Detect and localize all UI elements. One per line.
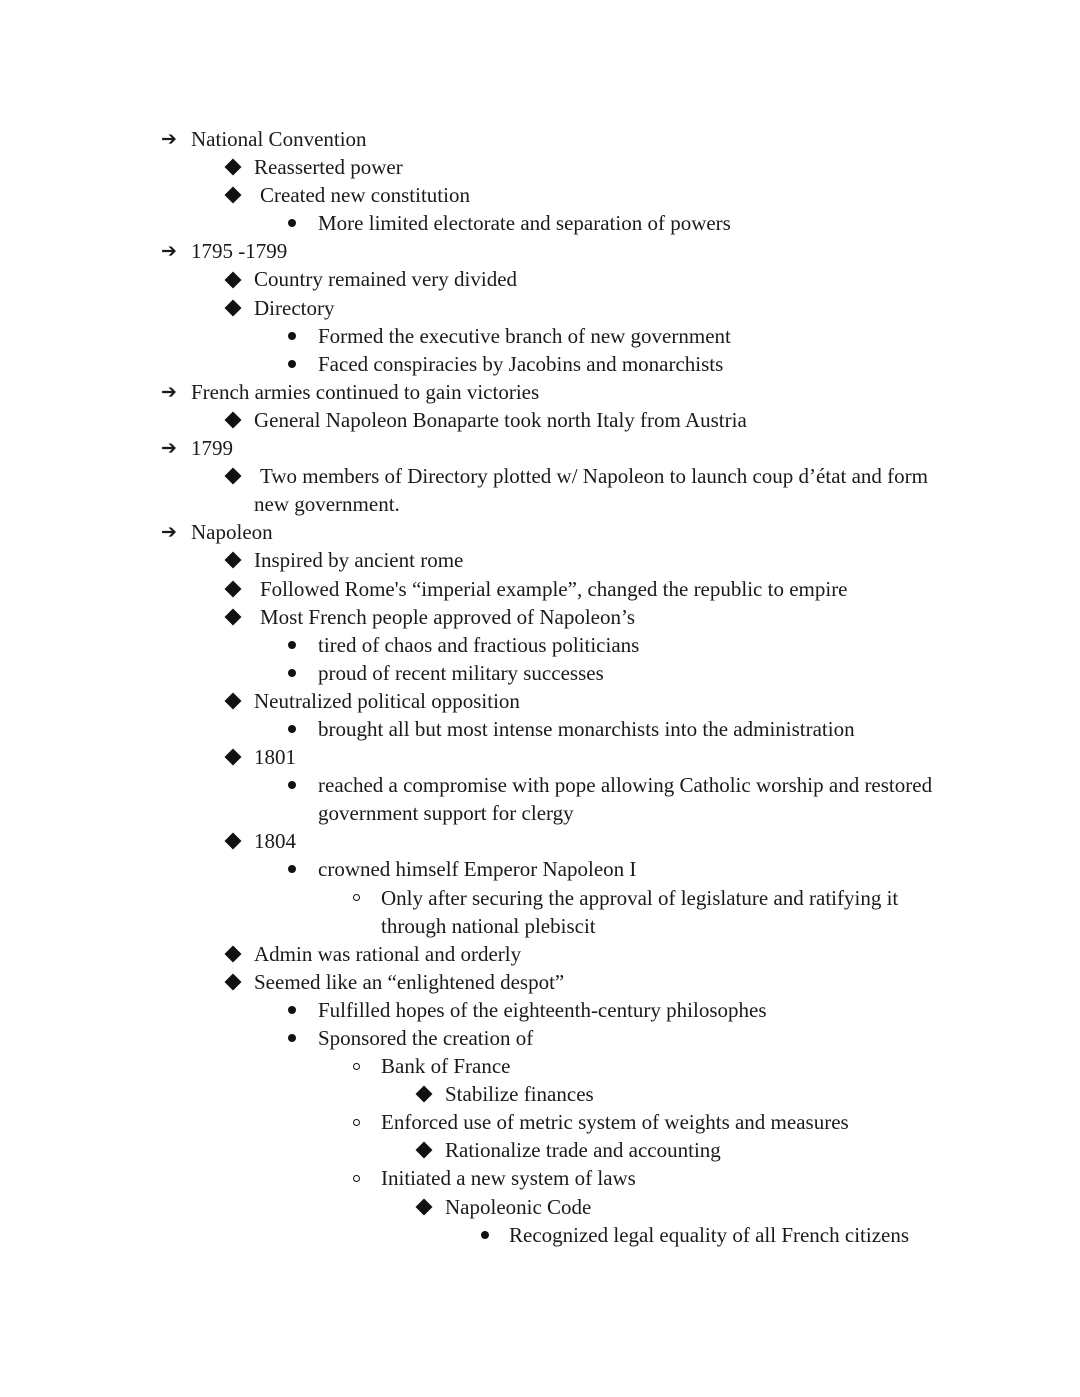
outline-item-text: reached a compromise with pope allowing Catholic worship and restored government support for clergy (318, 773, 933, 826)
outline-item (0, 687, 1080, 715)
diamond-icon (222, 940, 244, 968)
outline-item (0, 968, 1080, 996)
diamond-icon (222, 603, 244, 631)
outline-item (0, 1108, 1080, 1136)
outline-item (0, 237, 1080, 265)
diamond-icon (222, 462, 244, 490)
diamond-icon (222, 265, 244, 293)
outline-item (0, 406, 1080, 434)
outline-item (0, 265, 1080, 293)
outline-item (0, 575, 1080, 603)
outline-item (0, 434, 1080, 462)
outline-item (0, 855, 1080, 883)
outline-item-text: Enforced use of metric system of weights and measures (381, 1110, 849, 1135)
outline-item-text: Napoleon (191, 520, 273, 545)
outline-item (0, 181, 1080, 209)
diamond-icon (222, 153, 244, 181)
outline-item-text: General Napoleon Bonaparte took north Italy from Austria (254, 407, 747, 432)
outline-item-text: Most French people approved of Napoleon’s (260, 604, 635, 629)
outline-item-text: Country remained very divided (254, 267, 518, 292)
outline-item-text: Initiated a new system of laws (381, 1166, 636, 1191)
circle-icon (348, 1052, 364, 1080)
outline-item-text: Neutralized political opposition (254, 688, 520, 713)
outline-item-text: proud of recent military successes (318, 660, 604, 685)
outline-item (0, 603, 1080, 631)
dot-icon (476, 1221, 494, 1249)
outline-item-text: Directory (254, 295, 335, 320)
dot-icon (283, 771, 301, 799)
outline-item-text: Inspired by ancient rome (254, 548, 464, 573)
arrow-icon: ➔ (161, 380, 177, 403)
outline-item (0, 322, 1080, 350)
outline-item (0, 378, 1080, 406)
diamond-icon (222, 294, 244, 322)
outline-item (0, 518, 1080, 546)
dot-icon (283, 855, 301, 883)
diamond-icon (222, 968, 244, 996)
dot-icon (283, 715, 301, 743)
outline-item (0, 1052, 1080, 1080)
outline-item-text: Created new constitution (260, 183, 470, 208)
dot-icon (283, 631, 301, 659)
outline-item (0, 1221, 1080, 1249)
outline-item-text: Recognized legal equality of all French citizens (509, 1222, 910, 1247)
outline-item (0, 125, 1080, 153)
arrow-icon: ➔ (161, 240, 177, 263)
circle-icon (348, 1164, 364, 1192)
dot-icon (283, 350, 301, 378)
diamond-icon (413, 1080, 435, 1108)
outline-item (0, 1193, 1080, 1221)
diamond-icon (222, 687, 244, 715)
diamond-icon (222, 575, 244, 603)
outline-item (0, 940, 1080, 968)
outline-item (0, 153, 1080, 181)
outline-item-text: Fulfilled hopes of the eighteenth-century philosophes (318, 997, 767, 1022)
outline-item-text: Seemed like an “enlightened despot” (254, 969, 565, 994)
outline-item (0, 294, 1080, 322)
outline-item-text: Napoleonic Code (445, 1194, 592, 1219)
arrow-icon: ➔ (161, 437, 177, 460)
outline-item-text: 1801 (254, 745, 296, 770)
outline-item (0, 1164, 1080, 1192)
outline-item-text: Admin was rational and orderly (254, 941, 522, 966)
outline-item (0, 715, 1080, 743)
outline-item (0, 546, 1080, 574)
outline-item (0, 1024, 1080, 1052)
outline-item (0, 1080, 1080, 1108)
diamond-icon (222, 406, 244, 434)
diamond-icon (222, 743, 244, 771)
dot-icon (283, 209, 301, 237)
outline-item (0, 462, 1080, 518)
diamond-icon (222, 181, 244, 209)
outline-item-text: Bank of France (381, 1054, 511, 1079)
outline-item-text: 1795 -1799 (191, 239, 288, 264)
outline-item-text: Only after securing the approval of legislature and ratifying it through national plebiscit (381, 885, 899, 938)
outline-item-text: Followed Rome's “imperial example”, changed the republic to empire (260, 576, 848, 601)
outline-item (0, 350, 1080, 378)
diamond-icon (413, 1136, 435, 1164)
outline-item-text: crowned himself Emperor Napoleon I (318, 857, 637, 882)
diamond-icon (222, 546, 244, 574)
outline-item-text: Stabilize finances (445, 1082, 594, 1107)
arrow-icon: ➔ (161, 521, 177, 544)
arrow-icon: ➔ (161, 128, 177, 150)
outline-item (0, 827, 1080, 855)
diamond-icon (222, 827, 244, 855)
outline-item-text: Formed the executive branch of new government (318, 323, 731, 348)
outline-item (0, 631, 1080, 659)
outline-item (0, 659, 1080, 687)
dot-icon (283, 659, 301, 687)
outline-item-text: Sponsored the creation of (318, 1026, 534, 1050)
outline-item-text: More limited electorate and separation of powers (318, 211, 731, 236)
outline-item (0, 1136, 1080, 1164)
outline-item (0, 884, 1080, 940)
outline-item-text: 1799 (191, 436, 233, 461)
outline-item (0, 743, 1080, 771)
outline-item-text: Two members of Directory plotted w/ Napoleon to launch coup d’état and form new government. (254, 464, 929, 517)
diamond-icon (413, 1193, 435, 1221)
outline-item (0, 996, 1080, 1024)
outline-item-text: National Convention (191, 127, 367, 151)
outline-item-text: 1804 (254, 829, 296, 854)
dot-icon (283, 996, 301, 1024)
outline-item-text: Rationalize trade and accounting (445, 1138, 721, 1163)
outline-document (0, 125, 1080, 1249)
circle-icon (348, 1108, 364, 1136)
outline-item (0, 209, 1080, 237)
dot-icon (283, 322, 301, 350)
circle-icon (348, 884, 364, 912)
outline-item-text: Faced conspiracies by Jacobins and monarchists (318, 351, 724, 376)
outline-item-text: French armies continued to gain victories (191, 379, 540, 404)
outline-item-text: Reasserted power (254, 155, 403, 180)
outline-item-text: brought all but most intense monarchists into the administration (318, 716, 855, 741)
outline-item (0, 771, 1080, 827)
dot-icon (283, 1024, 301, 1052)
outline-item-text: tired of chaos and fractious politicians (318, 632, 640, 657)
